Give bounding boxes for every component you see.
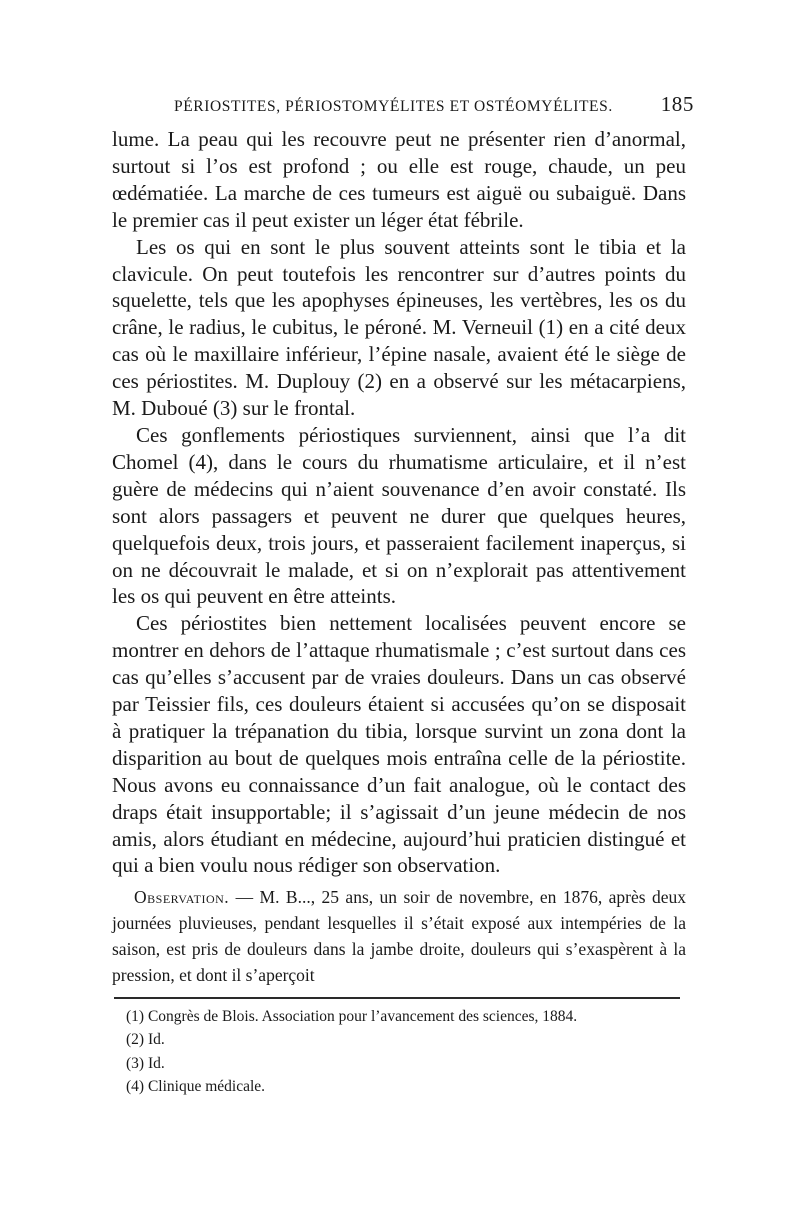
paragraph-localized-periostitis: Ces périostites bien nettement localisées peuvent encore se montrer en dehors de l’attaque rhumatismale ; c’est surtout dans ces cas qu’elles s’accusent par de vraies douleurs. Dans un cas observé par Teissier fils, ces douleurs étaient si accusées qu’on se disposait à pratiquer la trépanation du tibia, lorsque survint un zona dont la disparition au bout de quelques mois entraîna celle de la périostite. Nous avons eu connaissance d’un fait analogue, où le contact des draps était insupportable; il s’agissait d’un jeune médecin de nos amis, alors étudiant en médecine, aujourd’hui praticien distingué et qui a bien voulu nous rédiger son observation.	[112, 611, 686, 878]
paragraph-periosteal-swellings: Ces gonflements périostiques surviennent, ainsi que l’a dit Chomel (4), dans le cours du rhumatisme articulaire, et il n’est guère de médecins qui n’aient souvenance d’en avoir constaté. Ils sont alors passagers et peuvent ne durer que quelques heures, quelquefois deux, trois jours, et passeraient facilement inaperçus, si on ne découvrait le malade, et si on n’explorait pas attentivement les os qui peuvent en être atteints.	[112, 422, 686, 609]
body-text	[112, 126, 686, 879]
running-title: PÉRIOSTITES, PÉRIOSTOMYÉLITES ET OSTÉOMYÉLITES.	[174, 98, 613, 115]
footnote-rule	[114, 997, 680, 999]
footnote-4: (4) Clinique médicale.	[126, 1078, 266, 1096]
observation-label: Observation.	[134, 887, 230, 908]
footnote-3: (3) Id.	[126, 1054, 165, 1072]
footnote-2: (2) Id.	[126, 1031, 165, 1049]
footnotes	[112, 1005, 686, 1099]
observation-paragraph	[112, 885, 686, 988]
paragraph-continuation: lume. La peau qui les recouvre peut ne présenter rien d’anormal, surtout si l’os est profond ; ou elle est rouge, chaude, un peu œdématiée. La marche de ces tumeurs est aiguë ou subaiguë. Dans le premier cas il peut exister un léger état fébrile.	[112, 127, 686, 232]
running-header	[112, 92, 694, 126]
paragraph-bones-affected: Les os qui en sont le plus souvent atteints sont le tibia et la clavicule. On peut toutefois les rencontrer sur d’autres points du squelette, tels que les apophyses épineuses, les vertèbres, les os du crâne, le radius, le cubitus, le péroné. M. Verneuil (1) en a cité deux cas où le maxillaire inférieur, l’épine nasale, avaient été le siège de ces périostites. M. Duplouy (2) en a observé sur les métacarpiens, M. Duboué (3) sur le frontal.	[112, 234, 686, 421]
observation-text: — M. B..., 25 ans, un soir de novembre, en 1876, après deux journées pluvieuses, pendant lesquelles il s’était exposé aux intempéries de la saison, est pris de douleurs dans la jambe droite, douleurs qui s’exaspèrent à la pression, et dont il s’aperçoit	[112, 887, 686, 985]
book-page	[112, 92, 694, 1099]
page-number: 185	[660, 92, 694, 116]
footnote-1: (1) Congrès de Blois. Association pour l’avancement des sciences, 1884.	[126, 1007, 578, 1025]
